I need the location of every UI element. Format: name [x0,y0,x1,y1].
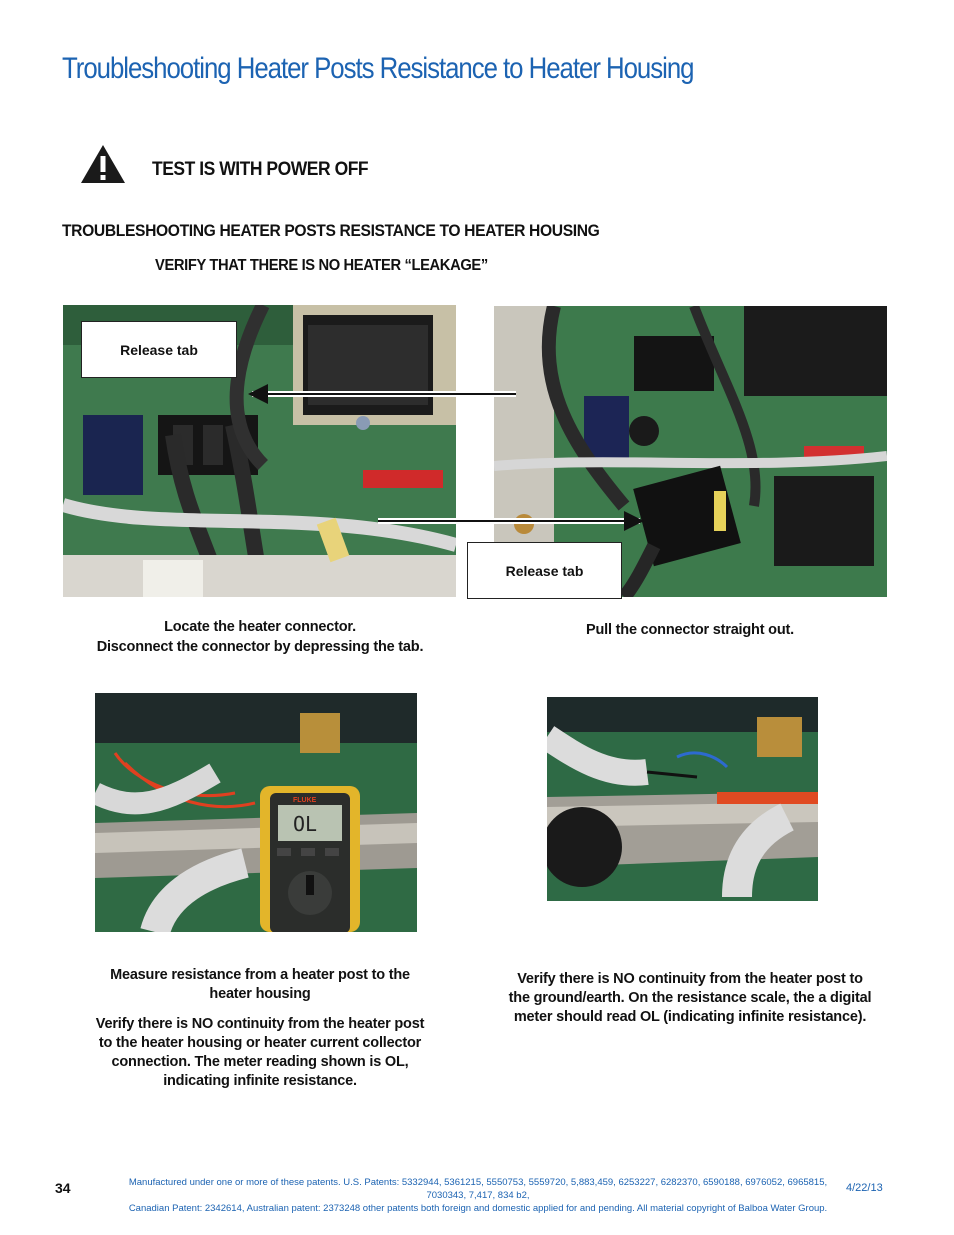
power-off-warning: TEST IS WITH POWER OFF [152,159,369,180]
caption-locate-connector: Locate the heater connector. Disconnect the connector by depressing the tab. [96,619,424,655]
caption-verify-ground: Verify there is NO continuity from the heater post to the ground/earth. On the resistance scale, the a digital meter should read OL (indicating infinite resistance). [508,971,872,1025]
release-tab-callout-left: Release tab [81,321,237,378]
patent-notice: Manufactured under one or more of these patents. U.S. Patents: 5332944, 5361215, 5550753, 5559720, 5,883,459, 6253227, 6282370, 6590188, 6976052, 6965815, 7030343, 7,417, 834 b2, Canadian Patent: 2342614, Australian patent: 2373248 other patents both foreign and domestic applied for and pending. All material copyright of Balboa Water Group. [128,1177,828,1214]
caption-measure-resistance: Measure resistance from a heater post to the heater housing [110,967,410,1002]
subheading: VERIFY THAT THERE IS NO HEATER “LEAKAGE” [155,257,488,274]
caption-pull-connector: Pull the connector straight out. [586,622,794,638]
release-tab-callout-right: Release tab [467,542,622,599]
meter-brand: FLUKE [293,797,317,804]
photo-measure-resistance [95,693,417,932]
photo-verify-ground [547,697,818,901]
meter-reading: OL [293,812,318,836]
page-title: Troubleshooting Heater Posts Resistance to Heater Housing [62,52,694,85]
section-heading: TROUBLESHOOTING HEATER POSTS RESISTANCE TO HEATER HOUSING [62,221,600,240]
publication-date: 4/22/13 [846,1182,883,1194]
page-number: 34 [55,1180,71,1196]
caption-verify-housing: Verify there is NO continuity from the heater post to the heater housing or heater current collector connection. The meter reading shown is OL, indicating infinite resistance. [95,1016,425,1089]
